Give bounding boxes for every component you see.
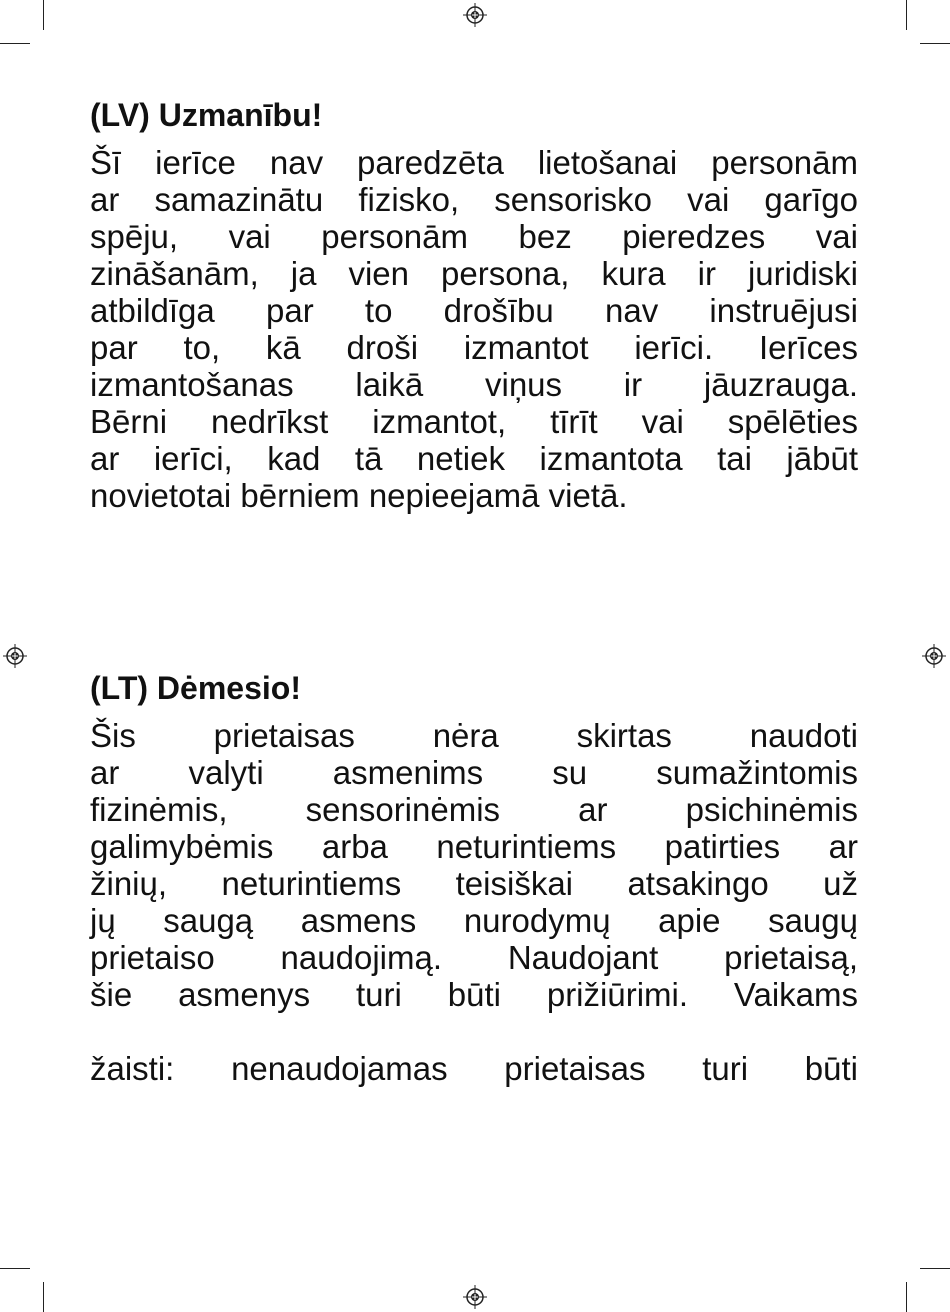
- paragraph-gap: [90, 1013, 858, 1050]
- paragraph-line: zināšanām, ja vien persona, kura ir juridiski: [90, 255, 858, 292]
- paragraph-line: Bērni nedrīkst izmantot, tīrīt vai spēlēties: [90, 403, 858, 440]
- paragraph-line: galimybėmis arba neturintiems patirties ar: [90, 828, 858, 865]
- paragraph-line: ar samazinātu fizisko, sensorisko vai garīgo: [90, 181, 858, 218]
- paragraph-line: fizinėmis, sensorinėmis ar psichinėmis: [90, 791, 858, 828]
- crop-mark-bottom-right-horizontal: [920, 1268, 950, 1269]
- crop-mark-top-right-horizontal: [920, 43, 950, 44]
- registration-mark-icon: [463, 3, 487, 27]
- lv-warning-heading: (LV) Uzmanību!: [90, 97, 323, 133]
- lv-warning-paragraph: [90, 144, 858, 514]
- paragraph-line: par to, kā droši izmantot ierīci. Ierīces: [90, 329, 858, 366]
- paragraph-line: Šī ierīce nav paredzēta lietošanai personām: [90, 144, 858, 181]
- crop-mark-top-left-horizontal: [0, 43, 30, 44]
- paragraph-line: šie asmenys turi būti prižiūrimi. Vaikams: [90, 976, 858, 1013]
- registration-mark-icon: [922, 644, 946, 668]
- lt-warning-heading: (LT) Dėmesio!: [90, 670, 301, 706]
- paragraph-line: Šis prietaisas nėra skirtas naudoti: [90, 717, 858, 754]
- registration-mark-icon: [463, 1285, 487, 1309]
- paragraph-line: jų saugą asmens nurodymų apie saugų: [90, 902, 858, 939]
- paragraph-line: izmantošanas laikā viņus ir jāuzrauga.: [90, 366, 858, 403]
- crop-mark-top-right-vertical: [906, 0, 907, 30]
- paragraph-line: ar ierīci, kad tā netiek izmantota tai jābūt: [90, 440, 858, 477]
- crop-mark-bottom-left-horizontal: [0, 1268, 30, 1269]
- crop-mark-bottom-left-vertical: [43, 1282, 44, 1312]
- crop-mark-bottom-right-vertical: [906, 1282, 907, 1312]
- lt-warning-paragraph: [90, 717, 858, 1087]
- paragraph-line: novietotai bērniem nepieejamā vietā.: [90, 477, 628, 514]
- paragraph-line: atbildīga par to drošību nav instruējusi: [90, 292, 858, 329]
- lv-warning-section: [90, 96, 858, 514]
- paragraph-line: prietaiso naudojimą. Naudojant prietaisą,: [90, 939, 858, 976]
- crop-mark-top-left-vertical: [43, 0, 44, 30]
- paragraph-line: žinių, neturintiems teisiškai atsakingo už: [90, 865, 858, 902]
- paragraph-line: žaisti: nenaudojamas prietaisas turi būti: [90, 1050, 858, 1087]
- lt-warning-section: [90, 669, 858, 1087]
- paragraph-line: spēju, vai personām bez pieredzes vai: [90, 218, 858, 255]
- paragraph-line: ar valyti asmenims su sumažintomis: [90, 754, 858, 791]
- registration-mark-icon: [3, 644, 27, 668]
